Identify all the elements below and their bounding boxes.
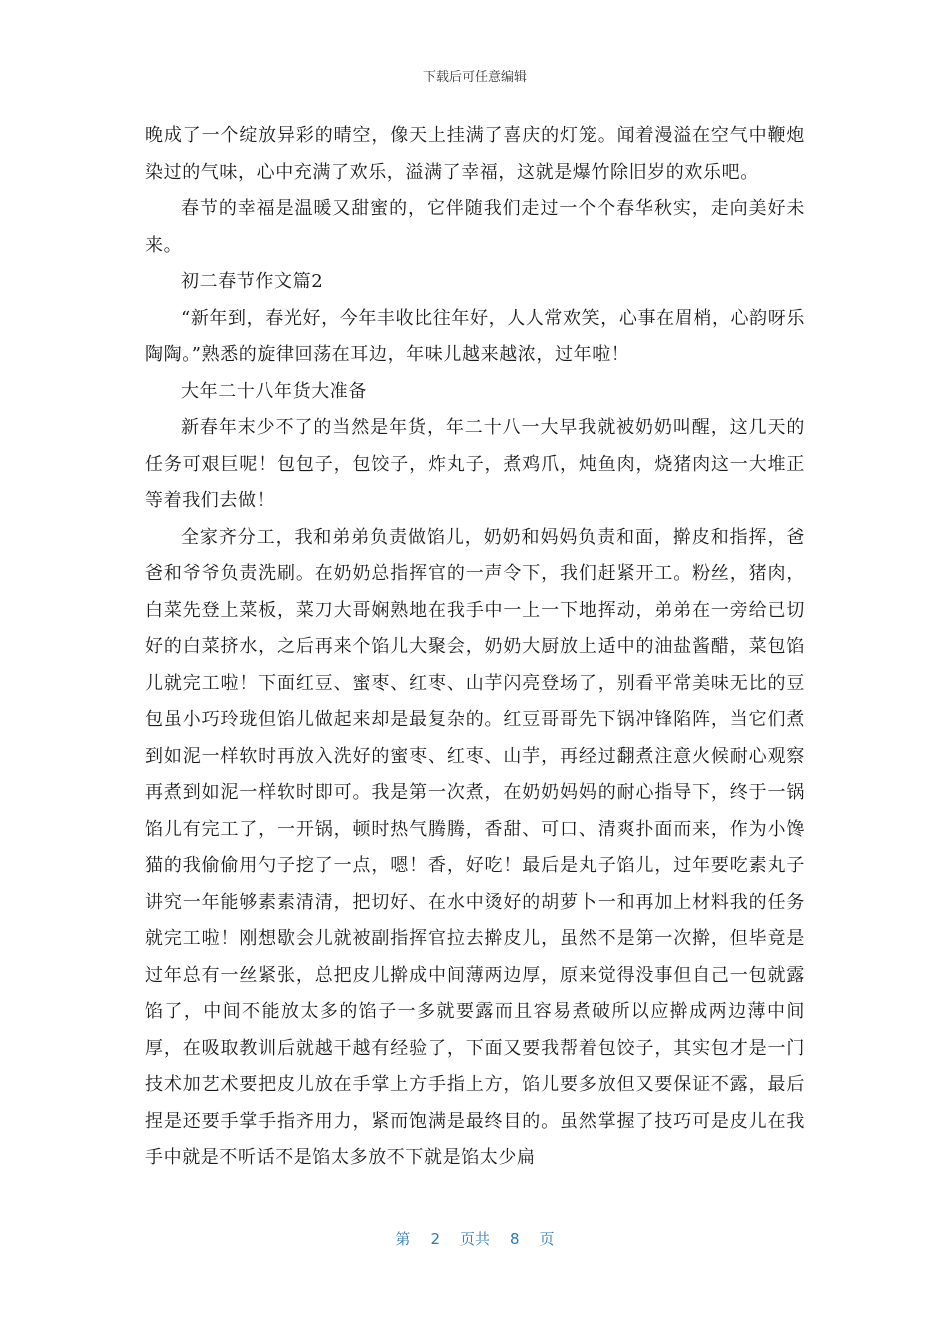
paragraph: 全家齐分工，我和弟弟负责做馅儿，奶奶和妈妈负责和面，擀皮和指挥，爸爸和爷爷负责洗刷。在奶奶总指挥官的一声令下，我们赶紧开工。粉丝，猪肉，白菜先登上菜板，菜刀大哥娴熟地在我手中一上一下地挥动，弟弟在一旁给已切好的白菜挤水，之后再来个馅儿大聚会，奶奶大厨放上适中的油盐酱醋，菜包馅儿就完工啦！下面红豆、蜜枣、红枣、山芋闪亮登场了，别看平常美味无比的豆包虽小巧玲珑但馅儿做起来却是最复杂的。红豆哥哥先下锅冲锋陷阵，当它们煮到如泥一样软时再放入洗好的蜜枣、红枣、山芋，再经过翻煮注意火候耐心观察再煮到如泥一样软时即可。我是第一次煮，在奶奶妈妈的耐心指导下，终于一锅馅儿有完工了，一开锅，顿时热气腾腾，香甜、可口、清爽扑面而来，作为小馋猫的我偷偷用勺子挖了一点，嗯！香，好吃！最后是丸子馅儿，过年要吃素丸子讲究一年能够素素清清，把切好、在水中烫好的胡萝卜一和再加上材料我的任务就完工啦！刚想歇会儿就被副指挥官拉去擀皮儿，虽然不是第一次擀，但毕竟是过年总有一丝紧张，总把皮儿擀成中间薄两边厚，原来觉得没事但自己一包就露馅了，中间不能放太多的馅子一多就要露而且容易煮破所以应擀成两边薄中间厚，在吸取教训后就越干越有经验了，下面又要我帮着包饺子，其实包才是一门技术加艺术要把皮儿放在手掌上方手指上方，馅儿要多放但又要保证不露，最后捏是还要手掌手指齐用力，紧而饱满是最终目的。虽然掌握了技巧可是皮儿在我手中就是不听话不是馅太多放不下就是馅太少扁 <box>145 526 805 1168</box>
footer-label-di: 第 <box>395 1230 411 1248</box>
subheading: 大年二十八年货大准备 <box>181 380 367 402</box>
paragraph: 新春年末少不了的当然是年货，年二十八一大早我就被奶奶叫醒，这几天的任务可艰巨呢！包包子，包饺子，炸丸子，煮鸡爪，炖鱼肉，烧猪肉这一大堆正等着我们去做！ <box>145 417 805 511</box>
footer-label-ye-gong: 页共 <box>459 1230 490 1248</box>
page-header: 下载后可任意编辑 <box>422 70 527 85</box>
footer-page-total: 8 <box>510 1230 520 1248</box>
paragraph: 晚成了一个绽放异彩的晴空，像天上挂满了喜庆的灯笼。闻着漫溢在空气中鞭炮染过的气味，心中充满了欢乐，溢满了幸福，这就是爆竹除旧岁的欢乐吧。 <box>145 125 805 183</box>
footer-label-ye: 页 <box>539 1230 555 1248</box>
document-body <box>145 118 805 1177</box>
footer-page-current: 2 <box>430 1230 440 1248</box>
paragraph: 春节的幸福是温暖又甜蜜的，它伴随我们走过一个个春华秋实，走向美好未来。 <box>145 198 805 256</box>
paragraph: “新年到，春光好，今年丰收比往年好，人人常欢笑，心事在眉梢，心韵呀乐陶陶。”熟悉的旋律回荡在耳边，年味儿越来越浓，过年啦！ <box>145 307 805 365</box>
section-heading: 初二春节作文篇2 <box>181 271 324 292</box>
page-footer <box>0 1228 950 1249</box>
